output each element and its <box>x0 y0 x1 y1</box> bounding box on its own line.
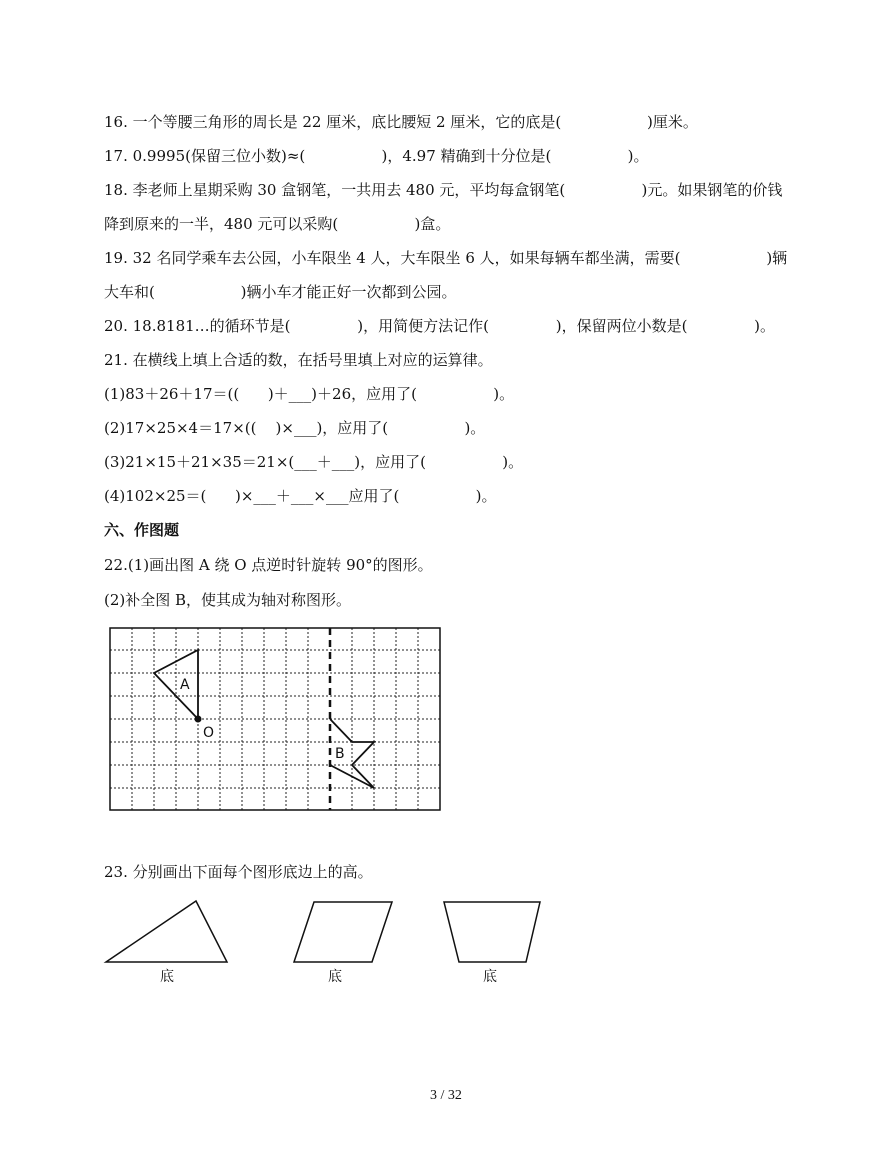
question-18: 18. 李老师上星期采购 30 盒钢笔，一共用去 480 元，平均每盒钢笔( )元。如果钢笔的价钱 <box>104 181 783 199</box>
grid-figure <box>110 628 440 810</box>
question-21-part-2: (2)17×25×4＝17×(( )×___)，应用了( )。 <box>104 419 486 437</box>
point-o <box>195 716 202 723</box>
label-o: O <box>203 725 215 741</box>
base-label-parallelogram: 底 <box>328 969 342 985</box>
question-19: 19. 32 名同学乘车去公园，小车限坐 4 人，大车限坐 6 人，如果每辆车都坐满，需要( )辆 <box>104 249 788 267</box>
base-label-trapezoid: 底 <box>483 969 497 985</box>
shape-parallelogram <box>294 902 392 962</box>
question-16: 16. 一个等腰三角形的周长是 22 厘米，底比腰短 2 厘米，它的底是( )厘米。 <box>104 113 698 131</box>
section-heading-drawing: 六、作图题 <box>104 521 180 539</box>
question-21-part-1: (1)83＋26＋17＝(( )＋___)＋26，应用了( )。 <box>104 385 515 403</box>
label-b: B <box>335 746 345 762</box>
question-21: 21. 在横线上填上合适的数，在括号里填上对应的运算律。 <box>104 351 493 369</box>
question-22-part-1: 22.(1)画出图 A 绕 O 点逆时针旋转 90°的图形。 <box>104 556 433 574</box>
shape-triangle <box>106 901 227 962</box>
question-22-part-2: (2)补全图 B，使其成为轴对称图形。 <box>104 591 352 609</box>
question-23: 23. 分别画出下面每个图形底边上的高。 <box>104 863 373 881</box>
question-20: 20. 18.8181…的循环节是( )，用简便方法记作( )，保留两位小数是( )。 <box>104 317 776 335</box>
label-a: A <box>180 677 190 693</box>
base-label-triangle: 底 <box>160 969 174 985</box>
grid-lines <box>110 628 440 810</box>
question-21-part-4: (4)102×25＝( )×___＋___×___应用了( )。 <box>104 487 497 505</box>
question-18-continued: 降到原来的一半，480 元可以采购( )盒。 <box>104 215 451 233</box>
question-17: 17. 0.9995(保留三位小数)≈( )，4.97 精确到十分位是( )。 <box>104 147 649 165</box>
page-number: 3 / 32 <box>430 1088 462 1103</box>
question-19-continued: 大车和( )辆小车才能正好一次都到公园。 <box>104 283 457 301</box>
question-21-part-3: (3)21×15＋21×35＝21×(___＋___)，应用了( )。 <box>104 453 524 471</box>
shape-trapezoid <box>444 902 540 962</box>
